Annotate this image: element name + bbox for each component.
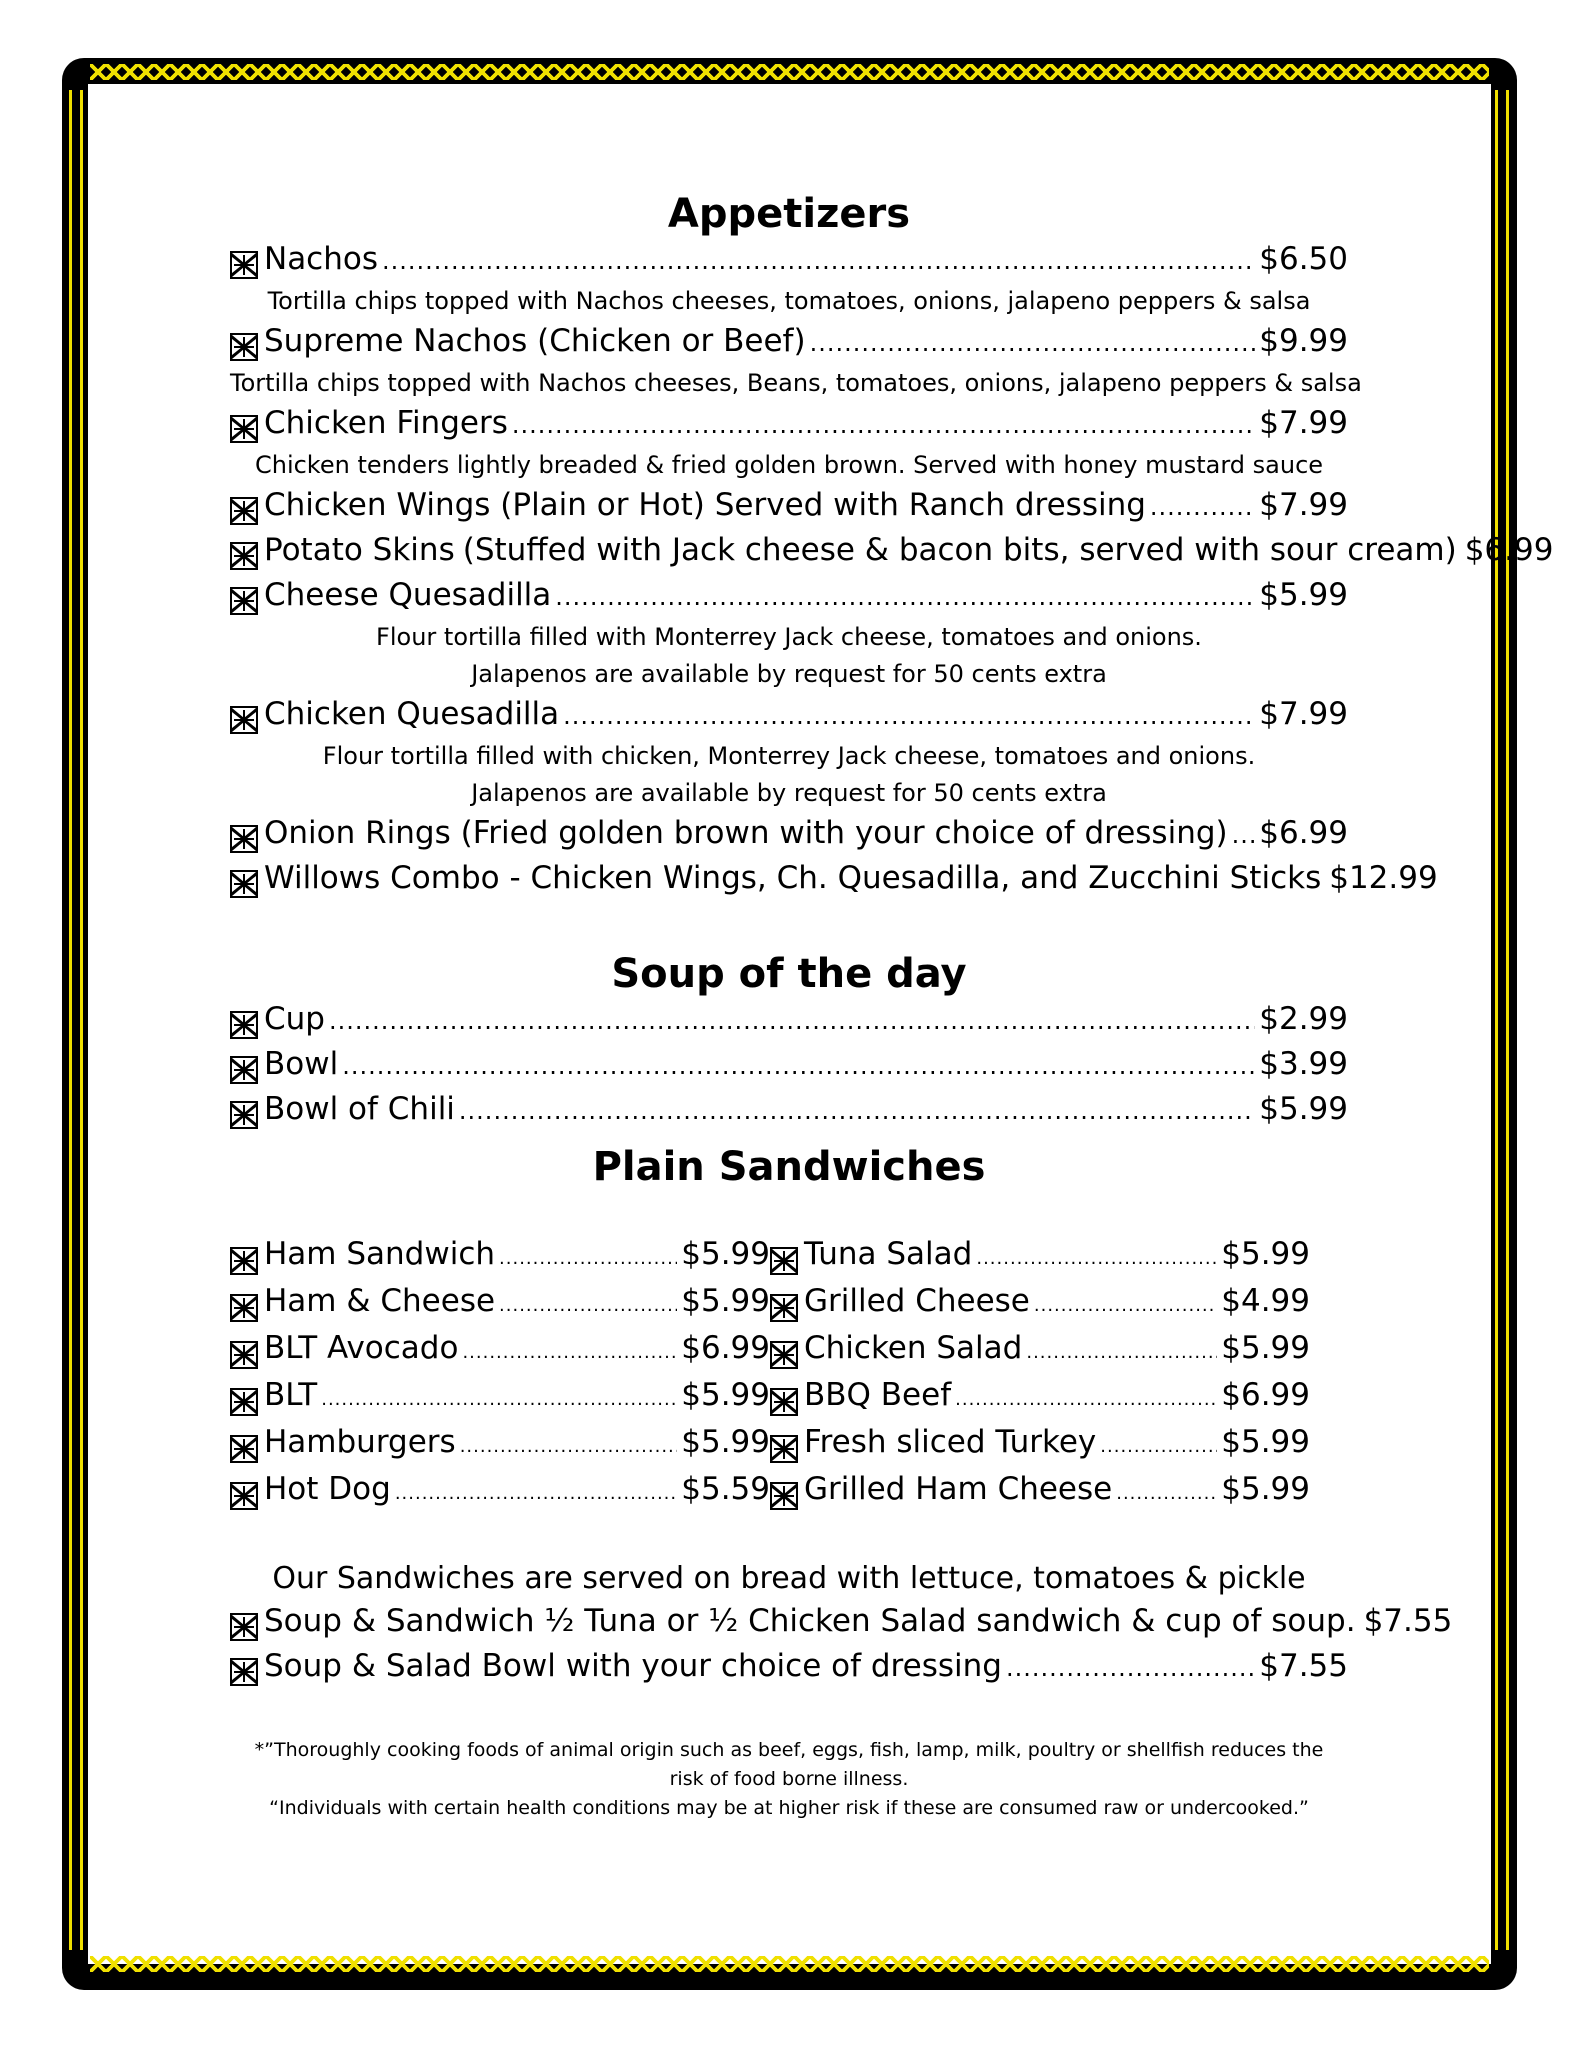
item-price: $5.99 xyxy=(681,1283,770,1319)
item-name: BLT Avocado xyxy=(264,1330,459,1366)
menu-item xyxy=(230,574,1348,619)
item-name: Grilled Ham Cheese xyxy=(804,1471,1113,1507)
footnote-line-2: risk of food borne illness. xyxy=(669,1768,909,1790)
item-description: Flour tortilla filled with chicken, Monterrey Jack cheese, tomatoes and onions. xyxy=(322,742,1256,770)
item-name: Chicken Fingers xyxy=(264,405,508,441)
bullet-icon xyxy=(230,1056,258,1084)
border-pattern-top xyxy=(90,64,1489,80)
item-name: BBQ Beef xyxy=(804,1377,952,1413)
item-name: Chicken Salad xyxy=(804,1330,1023,1366)
item-name: Ham & Cheese xyxy=(264,1283,496,1319)
dot-leader xyxy=(810,322,1256,365)
menu-item xyxy=(230,1645,1348,1690)
menu-item xyxy=(230,529,1554,574)
dot-leader xyxy=(459,1090,1255,1133)
menu-item xyxy=(230,1280,770,1327)
menu-item xyxy=(230,998,1348,1043)
sandwich-column-left xyxy=(230,1233,770,1515)
menu-item xyxy=(230,484,1348,529)
menu-item xyxy=(230,1468,770,1515)
item-price: $7.99 xyxy=(1259,696,1348,732)
dot-leader xyxy=(563,695,1255,738)
soup-list xyxy=(230,998,1348,1133)
menu-item xyxy=(230,1600,1453,1645)
item-price: $6.99 xyxy=(1221,1377,1310,1413)
dot-leader xyxy=(1116,1472,1217,1515)
item-price: $5.99 xyxy=(1221,1471,1310,1507)
menu-item xyxy=(770,1233,1310,1280)
item-name: Bowl xyxy=(264,1046,339,1082)
menu-item xyxy=(230,1374,770,1421)
item-price: $5.99 xyxy=(681,1377,770,1413)
bullet-icon xyxy=(230,1388,258,1416)
menu-item xyxy=(230,402,1348,447)
item-name: Hamburgers xyxy=(264,1424,456,1460)
sandwich-column-right xyxy=(770,1233,1310,1515)
item-name: Potato Skins xyxy=(264,532,455,568)
menu-item xyxy=(770,1280,1310,1327)
dot-leader xyxy=(462,1331,677,1374)
appetizers-list xyxy=(230,238,1554,902)
bullet-icon xyxy=(230,542,258,570)
item-price: $7.55 xyxy=(1363,1603,1453,1639)
item-description: Chicken tenders lightly breaded & fried golden brown. Served with honey mustard sauce xyxy=(254,451,1324,479)
dot-leader xyxy=(499,1237,677,1280)
bullet-icon xyxy=(230,1247,258,1275)
dot-leader xyxy=(1006,1647,1255,1690)
border-pattern-bottom xyxy=(90,1956,1489,1972)
border-pattern-right xyxy=(1494,90,1510,1950)
item-name: Cup xyxy=(264,1001,325,1037)
item-price: $2.99 xyxy=(1259,1001,1348,1037)
menu-item xyxy=(770,1374,1310,1421)
item-price: $6.50 xyxy=(1259,241,1348,277)
item-name: Bowl of Chili xyxy=(264,1091,455,1127)
item-price: $12.99 xyxy=(1329,860,1438,896)
item-price: $5.99 xyxy=(1221,1330,1310,1366)
menu-item xyxy=(230,320,1348,365)
dot-leader xyxy=(395,1472,677,1515)
menu-item xyxy=(770,1468,1310,1515)
menu-item xyxy=(230,1233,770,1280)
dot-leader xyxy=(555,576,1255,619)
item-name: Willows Combo - Chicken Wings, Ch. Quesadilla, and Zucchini Sticks xyxy=(264,860,1322,896)
bullet-icon xyxy=(770,1388,798,1416)
item-name-note: (Stuffed with Jack cheese & bacon bits, served with sour cream) xyxy=(462,532,1457,568)
bullet-icon xyxy=(770,1247,798,1275)
dot-leader xyxy=(512,404,1255,447)
item-description: Tortilla chips topped with Nachos cheeses, tomatoes, onions, jalapeno peppers & salsa xyxy=(267,287,1311,315)
menu-content xyxy=(230,190,1554,1823)
bullet-icon xyxy=(230,333,258,361)
item-description: Tortilla chips topped with Nachos cheeses, Beans, tomatoes, onions, jalapeno peppers & salsa xyxy=(230,369,1362,397)
bullet-icon xyxy=(230,497,258,525)
bullet-icon xyxy=(230,1011,258,1039)
item-description: Jalapenos are available by request for 50 cents extra xyxy=(471,660,1107,688)
menu-item xyxy=(230,1043,1348,1088)
appetizers-heading: Appetizers xyxy=(667,191,911,237)
bullet-icon xyxy=(230,415,258,443)
bullet-icon xyxy=(230,1482,258,1510)
dot-leader xyxy=(382,240,1255,283)
item-price: $6.99 xyxy=(681,1330,770,1366)
menu-item xyxy=(230,1088,1348,1133)
bullet-icon xyxy=(230,251,258,279)
footnote-line-3: “Individuals with certain health conditions may be at higher risk if these are consumed raw or undercooked.” xyxy=(269,1797,1309,1819)
item-price: $5.99 xyxy=(1259,1091,1348,1127)
item-description: Flour tortilla filled with Monterrey Jack cheese, tomatoes and onions. xyxy=(376,623,1202,651)
menu-item xyxy=(770,1327,1310,1374)
dot-leader xyxy=(1034,1284,1217,1327)
item-price: $5.99 xyxy=(1259,577,1348,613)
food-safety-footnote xyxy=(230,1736,1348,1823)
menu-item xyxy=(230,238,1348,283)
item-price: $4.99 xyxy=(1221,1283,1310,1319)
item-price: $9.99 xyxy=(1259,323,1348,359)
bullet-icon xyxy=(770,1435,798,1463)
bullet-icon xyxy=(770,1341,798,1369)
dot-leader xyxy=(329,1000,1255,1043)
item-price: $5.59 xyxy=(681,1471,770,1507)
item-name: Hot Dog xyxy=(264,1471,391,1507)
item-name: Supreme Nachos (Chicken or Beef) xyxy=(264,323,806,359)
bullet-icon xyxy=(230,706,258,734)
soup-heading: Soup of the day xyxy=(611,951,967,997)
item-name: Chicken Wings (Plain or Hot) Served with Ranch dressing xyxy=(264,487,1146,523)
bullet-icon xyxy=(770,1294,798,1322)
item-name: Soup & Salad Bowl with your choice of dressing xyxy=(264,1648,1002,1684)
menu-item xyxy=(230,1421,770,1468)
bullet-icon xyxy=(230,1613,258,1641)
item-name: Tuna Salad xyxy=(804,1236,973,1272)
item-name: Ham Sandwich xyxy=(264,1236,496,1272)
menu-item xyxy=(770,1421,1310,1468)
dot-leader xyxy=(342,1045,1255,1088)
menu-item xyxy=(230,1327,770,1374)
dot-leader xyxy=(499,1284,677,1327)
bullet-icon xyxy=(230,825,258,853)
dot-leader xyxy=(955,1378,1217,1421)
item-price: $7.55 xyxy=(1259,1648,1348,1684)
item-price: $5.99 xyxy=(1221,1236,1310,1272)
item-name: BLT xyxy=(264,1377,318,1413)
item-name: Nachos xyxy=(264,241,378,277)
bullet-icon xyxy=(770,1482,798,1510)
item-price: $7.99 xyxy=(1259,405,1348,441)
bullet-icon xyxy=(230,1435,258,1463)
bullet-icon xyxy=(230,1341,258,1369)
item-description: Jalapenos are available by request for 50 cents extra xyxy=(471,779,1107,807)
item-price: $5.99 xyxy=(681,1424,770,1460)
dot-leader xyxy=(1100,1425,1217,1468)
dot-leader xyxy=(1026,1331,1217,1374)
item-price: $5.99 xyxy=(1221,1424,1310,1460)
item-name: Chicken Quesadilla xyxy=(264,696,560,732)
bullet-icon xyxy=(230,587,258,615)
item-name: Cheese Quesadilla xyxy=(264,577,552,613)
soup-sandwich-combos xyxy=(230,1600,1453,1690)
bullet-icon xyxy=(230,1294,258,1322)
menu-item xyxy=(230,693,1348,738)
sandwich-served-note: Our Sandwiches are served on bread with lettuce, tomatoes & pickle xyxy=(272,1561,1306,1596)
border-pattern-left xyxy=(68,90,84,1950)
item-price: $3.99 xyxy=(1259,1046,1348,1082)
sandwich-columns xyxy=(230,1233,1348,1515)
bullet-icon xyxy=(230,870,258,898)
dot-leader xyxy=(1150,486,1255,529)
item-price: $6.99 xyxy=(1464,532,1554,568)
dot-leader xyxy=(460,1425,678,1468)
menu-item xyxy=(230,812,1348,857)
footnote-line-1: *”Thoroughly cooking foods of animal origin such as beef, eggs, fish, lamp, milk, poultry or shellfish reduces the xyxy=(254,1739,1324,1761)
dot-leader xyxy=(1232,814,1256,857)
item-price: $5.99 xyxy=(681,1236,770,1272)
item-name: Grilled Cheese xyxy=(804,1283,1030,1319)
item-price: $7.99 xyxy=(1259,487,1348,523)
item-name: Soup & Sandwich ½ Tuna or ½ Chicken Salad sandwich & cup of soup. xyxy=(264,1603,1356,1639)
menu-item xyxy=(230,857,1438,902)
dot-leader xyxy=(321,1378,677,1421)
item-name: Onion Rings (Fried golden brown with your choice of dressing) xyxy=(264,815,1228,851)
dot-leader xyxy=(976,1237,1217,1280)
bullet-icon xyxy=(230,1658,258,1686)
sandwiches-heading: Plain Sandwiches xyxy=(592,1144,986,1190)
bullet-icon xyxy=(230,1101,258,1129)
item-price: $6.99 xyxy=(1259,815,1348,851)
item-name: Fresh sliced Turkey xyxy=(804,1424,1097,1460)
